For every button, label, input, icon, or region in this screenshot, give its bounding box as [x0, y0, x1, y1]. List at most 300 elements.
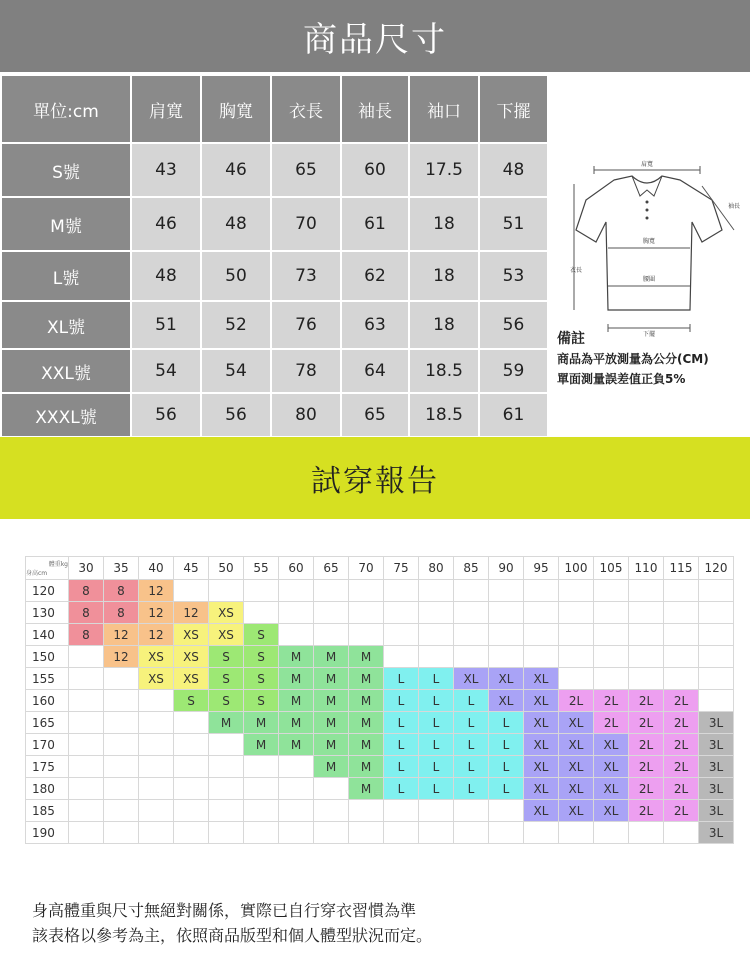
weight-header: 85: [454, 557, 489, 580]
size-value: 65: [341, 393, 409, 437]
fit-cell: [209, 580, 244, 602]
size-value: 53: [479, 251, 548, 301]
size-value: 76: [271, 301, 341, 349]
fit-cell: 12: [104, 646, 139, 668]
fit-cell: [209, 778, 244, 800]
weight-header: 100: [559, 557, 594, 580]
size-value: 54: [131, 349, 201, 393]
fit-cell: [244, 580, 279, 602]
corner-height-label: 身高cm: [26, 570, 48, 577]
fit-cell: 3L: [699, 800, 734, 822]
size-row: [1, 251, 548, 301]
fit-cell: [244, 602, 279, 624]
fit-cell: [699, 624, 734, 646]
fit-cell: L: [384, 756, 419, 778]
diagram-hem-label: 下擺: [642, 331, 656, 338]
fit-cell: L: [419, 734, 454, 756]
size-row: [1, 301, 548, 349]
fit-cell: [104, 734, 139, 756]
fit-cell: XL: [524, 778, 559, 800]
fit-cell: [279, 602, 314, 624]
fit-cell: [454, 624, 489, 646]
fit-cell: M: [349, 712, 384, 734]
fit-cell: [489, 602, 524, 624]
fit-cell: [489, 580, 524, 602]
fit-cell: L: [454, 734, 489, 756]
fit-cell: [69, 800, 104, 822]
size-label: XXXL號: [1, 393, 131, 437]
fit-cell: M: [279, 712, 314, 734]
diagram-length-label: 衣長: [570, 267, 583, 274]
fit-cell: [69, 646, 104, 668]
fit-cell: 2L: [629, 778, 664, 800]
weight-header: 60: [279, 557, 314, 580]
fit-cell: [244, 800, 279, 822]
fit-cell: 2L: [664, 712, 699, 734]
fit-cell: M: [279, 646, 314, 668]
weight-header: 40: [139, 557, 174, 580]
fit-cell: [594, 624, 629, 646]
fit-corner-cell: [26, 557, 69, 580]
fit-cell: [559, 624, 594, 646]
fit-cell: M: [349, 778, 384, 800]
size-value: 60: [341, 143, 409, 197]
fit-cell: 2L: [664, 800, 699, 822]
size-row: [1, 393, 548, 437]
height-header: 155: [26, 668, 69, 690]
size-label: M號: [1, 197, 131, 251]
fit-cell: S: [209, 668, 244, 690]
size-value: 56: [479, 301, 548, 349]
fit-cell: M: [314, 756, 349, 778]
fit-row: [26, 646, 734, 668]
fit-cell: [384, 800, 419, 822]
fit-cell: [104, 800, 139, 822]
fit-cell: [699, 580, 734, 602]
fit-cell: XL: [454, 668, 489, 690]
fit-cell: [104, 668, 139, 690]
fit-cell: [629, 602, 664, 624]
fit-cell: [69, 822, 104, 844]
size-value: 50: [201, 251, 271, 301]
fit-cell: 8: [104, 602, 139, 624]
fit-cell: [69, 668, 104, 690]
fit-cell: XS: [139, 646, 174, 668]
weight-header: 120: [699, 557, 734, 580]
fit-cell: L: [489, 734, 524, 756]
fit-cell: [664, 822, 699, 844]
fit-cell: 2L: [629, 712, 664, 734]
fit-row: [26, 800, 734, 822]
size-value: 61: [479, 393, 548, 437]
fit-cell: [314, 624, 349, 646]
fit-cell: [419, 822, 454, 844]
fit-cell: [139, 778, 174, 800]
fit-cell: 2L: [559, 690, 594, 712]
fit-cell: L: [384, 668, 419, 690]
fit-cell: [489, 624, 524, 646]
footer-note: 該表格以參考為主，依照商品版型和個人體型狀況而定。: [32, 926, 433, 945]
fit-section-title: 試穿報告: [311, 464, 439, 499]
size-table: [0, 74, 549, 438]
fit-cell: [664, 646, 699, 668]
fit-cell: XL: [524, 668, 559, 690]
size-value: 61: [341, 197, 409, 251]
size-value: 18: [409, 197, 479, 251]
fit-cell: XL: [559, 734, 594, 756]
fit-section-header: [0, 437, 750, 519]
fit-row: [26, 624, 734, 646]
fit-cell: M: [244, 734, 279, 756]
size-value: 56: [131, 393, 201, 437]
weight-header: 115: [664, 557, 699, 580]
fit-cell: [314, 580, 349, 602]
fit-cell: M: [279, 668, 314, 690]
fit-cell: S: [209, 646, 244, 668]
fit-cell: L: [489, 756, 524, 778]
weight-header: 105: [594, 557, 629, 580]
fit-cell: S: [174, 690, 209, 712]
size-value: 78: [271, 349, 341, 393]
fit-cell: [419, 602, 454, 624]
fit-cell: [559, 668, 594, 690]
fit-cell: [384, 646, 419, 668]
fit-cell: [174, 822, 209, 844]
column-header: 袖長: [341, 75, 409, 143]
fit-cell: [489, 646, 524, 668]
fit-cell: [454, 580, 489, 602]
fit-cell: [279, 800, 314, 822]
fit-cell: S: [244, 690, 279, 712]
fit-cell: [314, 822, 349, 844]
fit-cell: [524, 646, 559, 668]
fit-cell: M: [349, 734, 384, 756]
fit-cell: L: [384, 690, 419, 712]
fit-cell: [349, 822, 384, 844]
diagram-chest-label: 胸寬: [642, 238, 656, 245]
weight-header: 70: [349, 557, 384, 580]
size-value: 48: [131, 251, 201, 301]
weight-header: 65: [314, 557, 349, 580]
size-row: [1, 349, 548, 393]
fit-cell: 12: [139, 624, 174, 646]
fit-cell: [139, 712, 174, 734]
fit-header-row: [26, 557, 734, 580]
size-label: XL號: [1, 301, 131, 349]
fit-cell: [69, 778, 104, 800]
fit-cell: XL: [559, 800, 594, 822]
fit-cell: [559, 822, 594, 844]
weight-header: 95: [524, 557, 559, 580]
fit-cell: 3L: [699, 712, 734, 734]
size-label: S號: [1, 143, 131, 197]
fit-cell: [69, 712, 104, 734]
fit-cell: 2L: [629, 800, 664, 822]
height-header: 185: [26, 800, 69, 822]
fit-cell: [174, 756, 209, 778]
fit-cell: XL: [594, 778, 629, 800]
fit-cell: XS: [174, 668, 209, 690]
fit-cell: XL: [594, 756, 629, 778]
column-header: 胸寬: [201, 75, 271, 143]
fit-cell: [174, 734, 209, 756]
fit-cell: S: [244, 624, 279, 646]
fit-cell: L: [489, 712, 524, 734]
fit-cell: 8: [104, 580, 139, 602]
fit-cell: [699, 690, 734, 712]
fit-cell: XL: [524, 800, 559, 822]
fit-cell: 12: [104, 624, 139, 646]
weight-header: 110: [629, 557, 664, 580]
fit-cell: M: [349, 690, 384, 712]
height-header: 140: [26, 624, 69, 646]
fit-cell: [384, 822, 419, 844]
column-header: 單位:cm: [1, 75, 131, 143]
fit-row: [26, 580, 734, 602]
fit-cell: [349, 800, 384, 822]
fit-cell: [244, 822, 279, 844]
fit-cell: [699, 646, 734, 668]
fit-cell: [104, 822, 139, 844]
size-value: 46: [131, 197, 201, 251]
fit-cell: [174, 712, 209, 734]
size-value: 64: [341, 349, 409, 393]
fit-cell: [594, 646, 629, 668]
fit-cell: [349, 580, 384, 602]
size-value: 17.5: [409, 143, 479, 197]
weight-header: 75: [384, 557, 419, 580]
fit-cell: [454, 800, 489, 822]
fit-cell: XL: [524, 690, 559, 712]
fit-cell: [104, 756, 139, 778]
fit-cell: L: [419, 756, 454, 778]
fit-cell: [454, 822, 489, 844]
column-header: 肩寬: [131, 75, 201, 143]
fit-cell: [524, 624, 559, 646]
fit-cell: XL: [594, 800, 629, 822]
fit-cell: S: [244, 646, 279, 668]
fit-cell: [349, 624, 384, 646]
weight-header: 50: [209, 557, 244, 580]
fit-cell: [629, 822, 664, 844]
fit-cell: [139, 756, 174, 778]
fit-cell: 2L: [664, 734, 699, 756]
size-value: 46: [201, 143, 271, 197]
weight-header: 35: [104, 557, 139, 580]
fit-cell: XL: [489, 668, 524, 690]
height-header: 165: [26, 712, 69, 734]
fit-row: [26, 756, 734, 778]
fit-chart-table: [25, 556, 734, 844]
size-value: 18.5: [409, 349, 479, 393]
fit-cell: [699, 602, 734, 624]
fit-cell: [559, 602, 594, 624]
fit-row: [26, 822, 734, 844]
fit-cell: [629, 624, 664, 646]
fit-cell: 2L: [629, 734, 664, 756]
fit-cell: [594, 580, 629, 602]
fit-cell: [139, 690, 174, 712]
fit-cell: [139, 822, 174, 844]
size-value: 59: [479, 349, 548, 393]
fit-cell: [104, 712, 139, 734]
weight-header: 90: [489, 557, 524, 580]
size-value: 56: [201, 393, 271, 437]
fit-cell: M: [349, 756, 384, 778]
size-row: [1, 143, 548, 197]
fit-cell: [279, 624, 314, 646]
fit-cell: XL: [489, 690, 524, 712]
fit-cell: [314, 778, 349, 800]
fit-cell: 2L: [664, 778, 699, 800]
fit-cell: [524, 602, 559, 624]
weight-header: 45: [174, 557, 209, 580]
fit-cell: XS: [209, 624, 244, 646]
fit-cell: L: [454, 690, 489, 712]
size-value: 62: [341, 251, 409, 301]
fit-cell: [69, 756, 104, 778]
fit-cell: [279, 822, 314, 844]
fit-cell: [489, 822, 524, 844]
size-row: [1, 197, 548, 251]
height-header: 160: [26, 690, 69, 712]
fit-cell: M: [349, 646, 384, 668]
size-value: 70: [271, 197, 341, 251]
fit-cell: [629, 668, 664, 690]
size-value: 52: [201, 301, 271, 349]
fit-cell: XL: [524, 734, 559, 756]
fit-cell: [664, 602, 699, 624]
fit-cell: [419, 580, 454, 602]
fit-cell: XS: [174, 646, 209, 668]
fit-cell: [314, 800, 349, 822]
fit-cell: [349, 602, 384, 624]
weight-header: 30: [69, 557, 104, 580]
fit-cell: 2L: [664, 690, 699, 712]
fit-cell: XS: [209, 602, 244, 624]
fit-cell: [594, 822, 629, 844]
size-value: 63: [341, 301, 409, 349]
fit-cell: 3L: [699, 778, 734, 800]
fit-cell: 12: [174, 602, 209, 624]
fit-cell: [314, 602, 349, 624]
fit-cell: XL: [594, 734, 629, 756]
fit-cell: [559, 580, 594, 602]
fit-cell: [174, 580, 209, 602]
fit-cell: [279, 778, 314, 800]
height-header: 190: [26, 822, 69, 844]
fit-row: [26, 712, 734, 734]
fit-cell: [104, 690, 139, 712]
size-table-header-row: [1, 75, 548, 143]
fit-cell: [629, 646, 664, 668]
fit-cell: 3L: [699, 822, 734, 844]
fit-cell: M: [314, 712, 349, 734]
fit-cell: 2L: [629, 690, 664, 712]
fit-row: [26, 778, 734, 800]
fit-cell: [559, 646, 594, 668]
height-header: 130: [26, 602, 69, 624]
fit-cell: M: [209, 712, 244, 734]
size-section-title: 商品尺寸: [303, 19, 447, 60]
size-value: 48: [479, 143, 548, 197]
size-value: 65: [271, 143, 341, 197]
fit-cell: [384, 624, 419, 646]
fit-cell: XL: [559, 778, 594, 800]
fit-cell: [174, 778, 209, 800]
column-header: 袖口: [409, 75, 479, 143]
diagram-waist-label: 腰圍: [642, 276, 656, 283]
fit-row: [26, 734, 734, 756]
fit-cell: L: [454, 756, 489, 778]
fit-cell: [594, 668, 629, 690]
notes-line: 單面測量誤差值正負5%: [557, 372, 686, 386]
fit-cell: S: [244, 668, 279, 690]
fit-cell: M: [349, 668, 384, 690]
fit-cell: 8: [69, 624, 104, 646]
fit-cell: [594, 602, 629, 624]
fit-cell: [209, 756, 244, 778]
fit-cell: 8: [69, 602, 104, 624]
fit-cell: M: [244, 712, 279, 734]
weight-header: 80: [419, 557, 454, 580]
diagram-sleeve-label: 袖長: [728, 203, 741, 210]
fit-cell: XL: [559, 756, 594, 778]
size-value: 73: [271, 251, 341, 301]
size-value: 51: [479, 197, 548, 251]
height-header: 180: [26, 778, 69, 800]
fit-cell: L: [489, 778, 524, 800]
fit-cell: [104, 778, 139, 800]
fit-cell: L: [384, 712, 419, 734]
fit-cell: XL: [524, 712, 559, 734]
size-value: 51: [131, 301, 201, 349]
fit-cell: 3L: [699, 734, 734, 756]
fit-cell: 2L: [594, 712, 629, 734]
fit-cell: 2L: [594, 690, 629, 712]
fit-cell: [244, 778, 279, 800]
fit-cell: [524, 580, 559, 602]
fit-cell: 12: [139, 580, 174, 602]
fit-cell: [209, 822, 244, 844]
fit-cell: M: [314, 734, 349, 756]
fit-cell: [699, 668, 734, 690]
fit-cell: [664, 580, 699, 602]
corner-weight-label: 體重kg: [48, 561, 68, 568]
fit-row: [26, 602, 734, 624]
notes-line: 商品為平放測量為公分(CM): [557, 352, 709, 366]
fit-cell: [419, 646, 454, 668]
fit-cell: 8: [69, 580, 104, 602]
fit-cell: [524, 822, 559, 844]
size-value: 18: [409, 301, 479, 349]
notes-title: 備註: [557, 331, 585, 347]
fit-row: [26, 690, 734, 712]
size-label: XXL號: [1, 349, 131, 393]
fit-cell: [244, 756, 279, 778]
fit-cell: [629, 580, 664, 602]
fit-cell: XS: [174, 624, 209, 646]
fit-cell: 2L: [629, 756, 664, 778]
fit-cell: [69, 690, 104, 712]
fit-cell: M: [314, 690, 349, 712]
fit-cell: [489, 800, 524, 822]
column-header: 下擺: [479, 75, 548, 143]
height-header: 120: [26, 580, 69, 602]
fit-cell: S: [209, 690, 244, 712]
fit-cell: M: [314, 646, 349, 668]
fit-cell: XL: [524, 756, 559, 778]
